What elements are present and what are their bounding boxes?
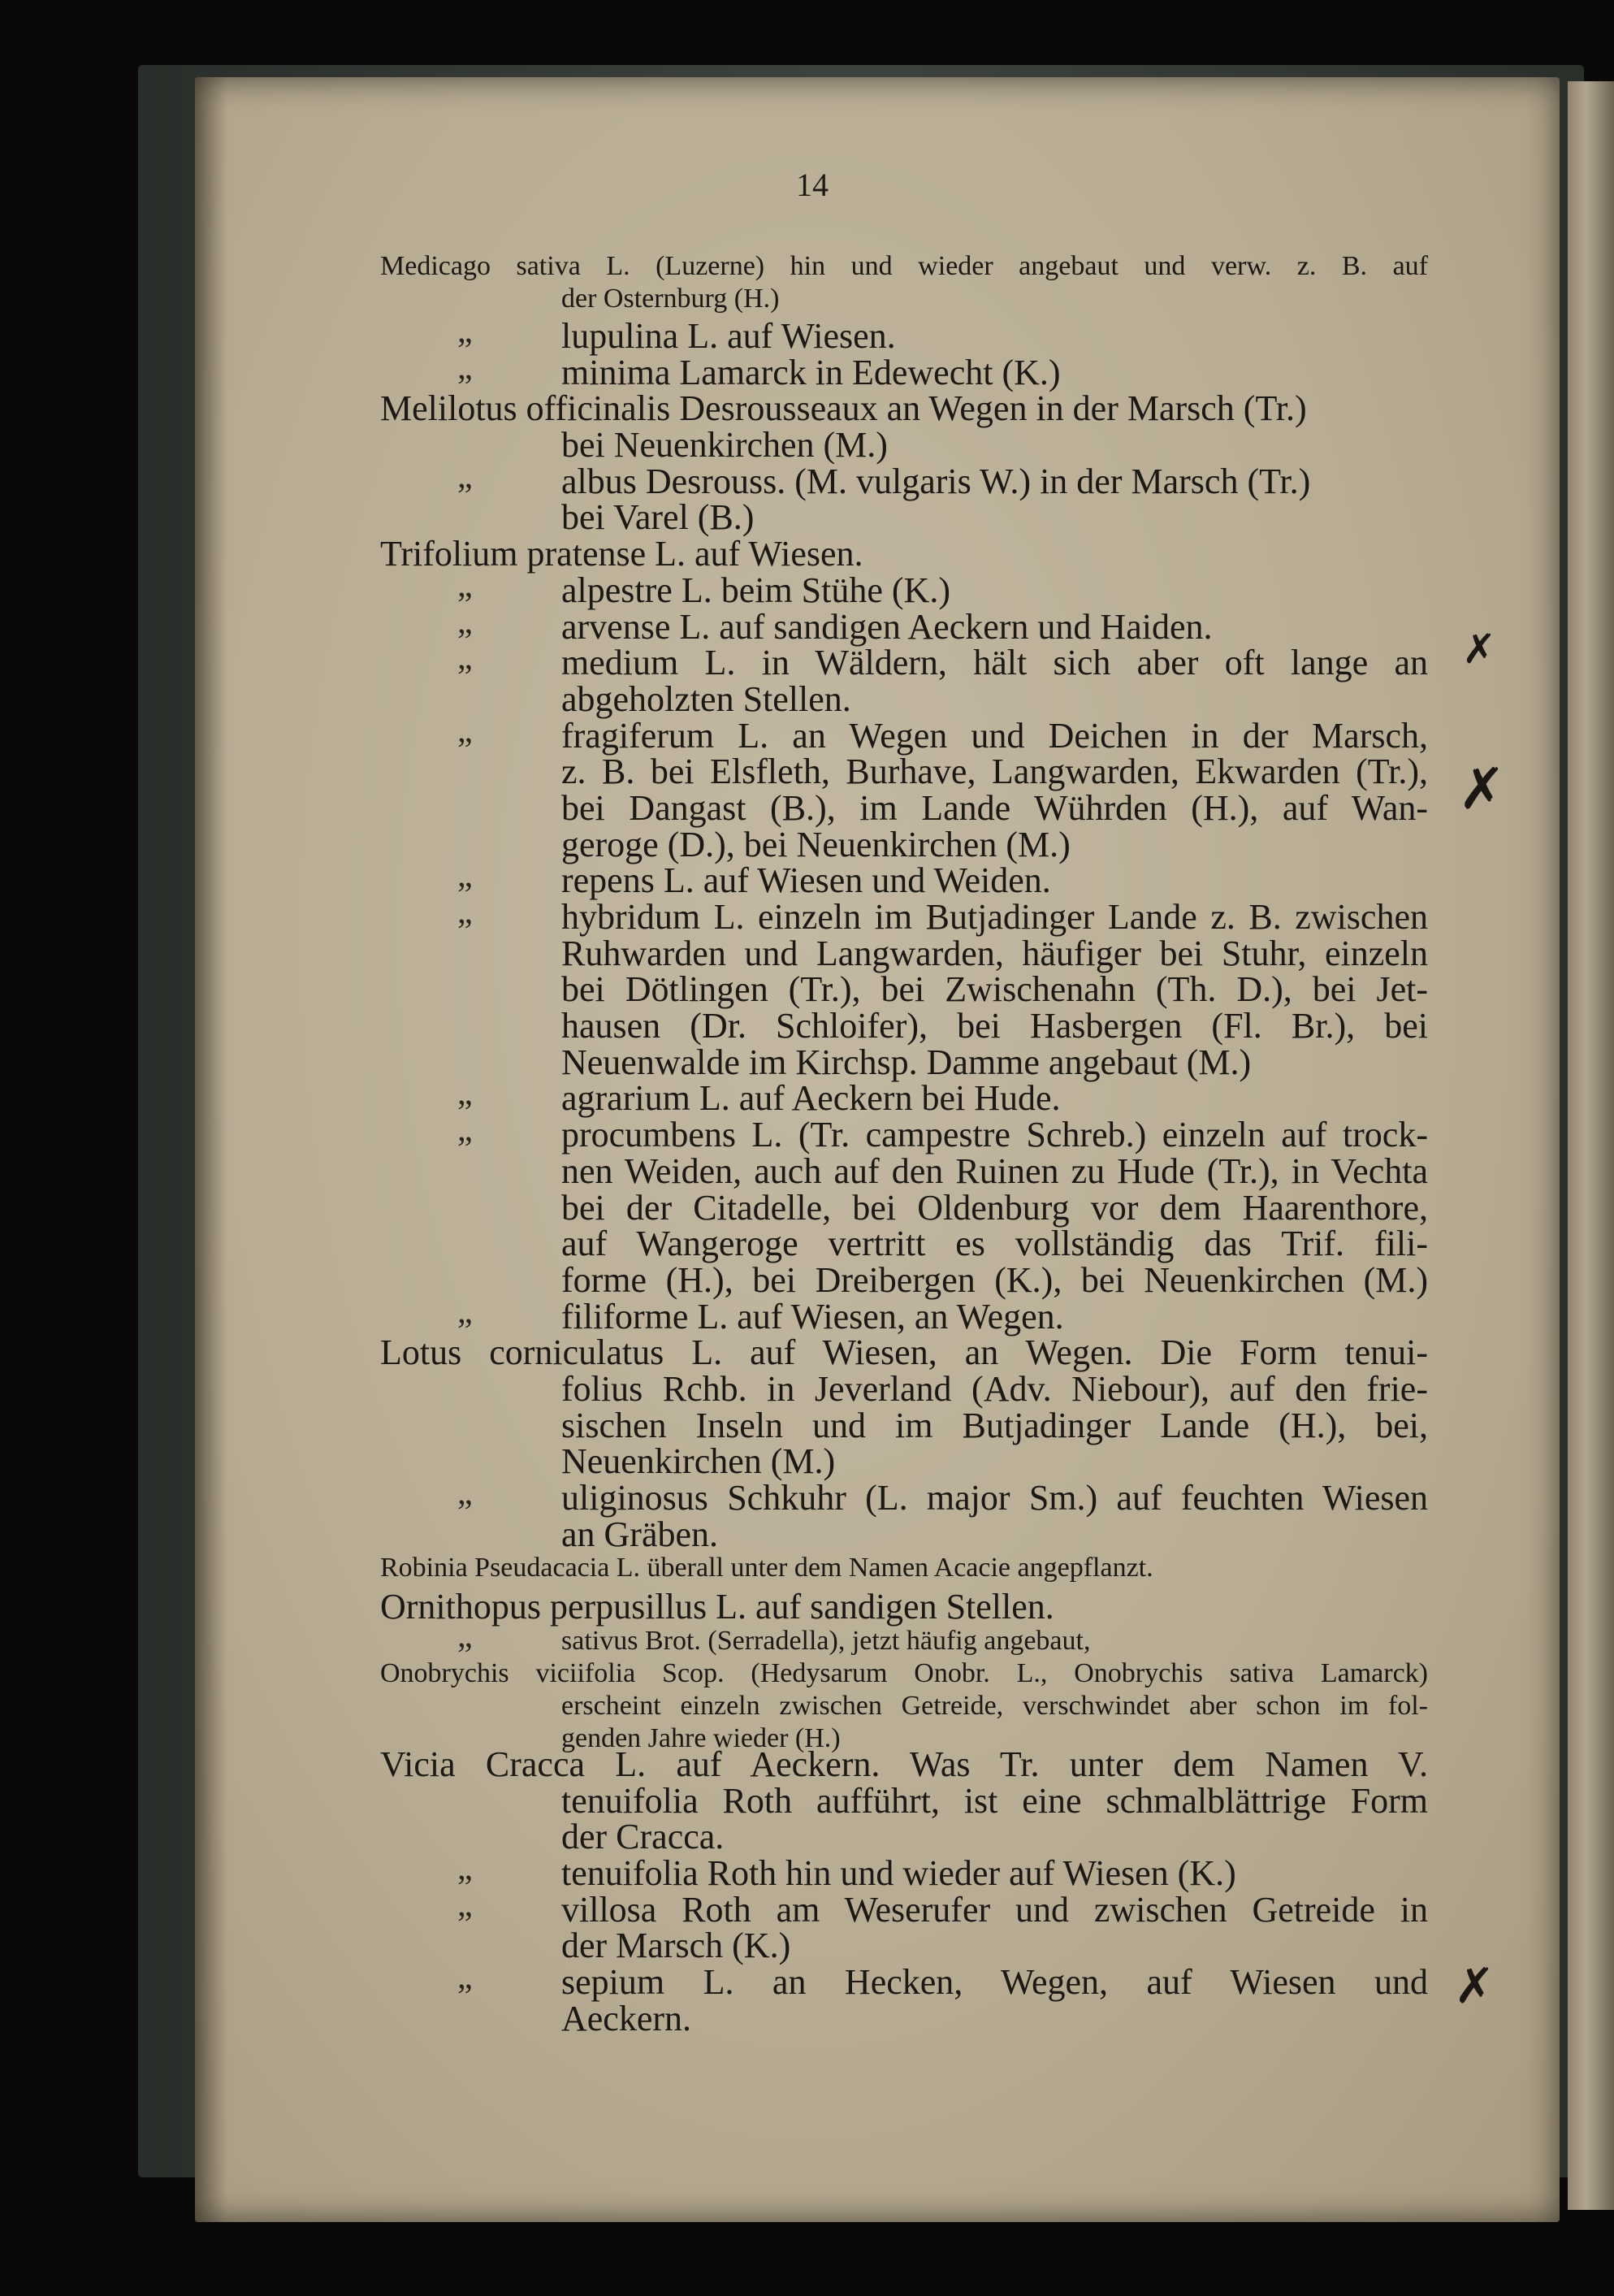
text-line: erscheint einzeln zwischen Getreide, verschwindet aber schon im fol- (561, 1691, 1428, 1721)
text-line: „ albus Desrouss. (M. vulgaris W.) in der Marsch (Tr.) (380, 464, 1428, 500)
text-line: forme (H.), bei Dreibergen (K.), bei Neuenkirchen (M.) (561, 1259, 1428, 1300)
text-line: „ procumbens L. (Tr. campestre Schreb.) einzeln auf trock- (380, 1117, 1428, 1154)
text-line: „ uliginosus Schkuhr (L. major Sm.) auf feuchten Wiesen (380, 1480, 1428, 1517)
text-line: der Cracca. (561, 1817, 725, 1857)
text-line: „ sativus Brot. (Serradella), jetzt häufig angebaut, (380, 1625, 1428, 1657)
margin-cross-mark-icon: ✗ (1462, 626, 1496, 673)
text-line: geroge (D.), bei Neuenkirchen (M.) (561, 824, 1071, 864)
text-line: Trifolium pratense L. auf Wiesen. (380, 534, 863, 574)
text-line: „ hybridum L. einzeln im Butjadinger Lande z. B. zwischen (380, 899, 1428, 936)
page-number: 14 (796, 167, 829, 203)
text-line: Onobrychis viciifolia Scop. (Hedysarum Onobr. L., Onobrychis sativa Lamarck) (380, 1658, 1428, 1688)
text-line: Ornithopus perpusillus L. auf sandigen Stellen. (380, 1587, 1054, 1627)
text-line: Medicago sativa L. (Luzerne) hin und wieder angebaut und verw. z. B. auf (380, 251, 1428, 281)
text-line: „ fragiferum L. an Wegen und Deichen in der Marsch, (380, 718, 1428, 755)
text-line: „ agrarium L. auf Aeckern bei Hude. (380, 1081, 1428, 1117)
text-line: nen Weiden, auch auf den Ruinen zu Hude (Tr.), in Vechta (561, 1150, 1428, 1191)
text-line: bei der Citadelle, bei Oldenburg vor dem Haarenthore, (561, 1187, 1428, 1228)
text-block-robinia (380, 1552, 1428, 1584)
text-line: Neuenwalde im Kirchsp. Damme angebaut (M.) (561, 1042, 1252, 1082)
text-line: der Marsch (K.) (561, 1926, 791, 1966)
margin-cross-mark-icon: ✗ (1458, 756, 1506, 822)
text-block-medicago (380, 250, 1428, 314)
text-line: bei Neuenkirchen (M.) (561, 425, 888, 466)
text-line: Aeckern. (561, 1998, 692, 2038)
text-line: bei Varel (B.) (561, 497, 755, 538)
text-line: Robinia Pseudacacia L. überall unter dem Namen Acacie angepflanzt. (380, 1553, 1153, 1583)
text-line: „ alpestre L. beim Stühe (K.) (380, 573, 1428, 609)
text-line: Vicia Cracca L. auf Aeckern. Was Tr. unter dem Namen V. (380, 1744, 1428, 1784)
text-line: abgeholzten Stellen. (561, 678, 851, 719)
text-line: der Osternburg (H.) (561, 284, 780, 314)
text-line: Melilotus officinalis Desrousseaux an Wegen in der Marsch (Tr.) (380, 388, 1307, 429)
text-line: „ minima Lamarck in Edewecht (K.) (380, 355, 1428, 392)
text-line: an Gräben. (561, 1514, 719, 1554)
text-line: „ sepium L. an Hecken, Wegen, auf Wiesen und (380, 1965, 1428, 2001)
text-line: auf Wangeroge vertritt es vollständig das Trif. fili- (561, 1224, 1428, 1264)
text-block-onobrychis (380, 1625, 1428, 1753)
text-line: „ lupulina L. auf Wiesen. (380, 318, 1428, 355)
page-fore-edge (1568, 81, 1614, 2210)
text-line: „ villosa Roth am Weserufer und zwischen Getreide in (380, 1892, 1428, 1929)
text-line: bei Dötlingen (Tr.), bei Zwischenahn (Th. D.), bei Jet- (561, 969, 1428, 1010)
text-line: z. B. bei Elsfleth, Burhave, Langwarden, Ekwarden (Tr.), (561, 752, 1428, 792)
text-line: hausen (Dr. Schloifer), bei Hasbergen (Fl. Br.), bei (561, 1006, 1428, 1046)
text-line: „ tenuifolia Roth hin und wieder auf Wiesen (K.) (380, 1856, 1428, 1892)
margin-cross-mark-icon: ✗ (1454, 1958, 1495, 2015)
text-line: Ruhwarden und Langwarden, häufiger bei Stuhr, einzeln (561, 933, 1428, 973)
text-line: „ repens L. auf Wiesen und Weiden. (380, 863, 1428, 899)
text-block-main (380, 318, 1428, 1553)
text-line: „ medium L. in Wäldern, hält sich aber oft lange an (380, 645, 1428, 682)
text-line: „ filiforme L. auf Wiesen, an Wegen. (380, 1299, 1428, 1336)
text-line: genden Jahre wieder (H.) (561, 1723, 841, 1753)
text-line: bei Dangast (B.), im Lande Wührden (H.), auf Wan- (561, 787, 1428, 828)
text-line: sischen Inseln und im Butjadinger Lande (H.), bei, (561, 1405, 1428, 1445)
text-line: „ arvense L. auf sandigen Aeckern und Haiden. (380, 609, 1428, 646)
text-line: folius Rchb. in Jeverland (Adv. Niebour), auf den frie- (561, 1368, 1428, 1409)
text-line: Neuenkirchen (M.) (561, 1441, 836, 1482)
text-line: Lotus corniculatus L. auf Wiesen, an Wegen. Die Form tenui- (380, 1332, 1428, 1373)
text-block-ornithopus (380, 1589, 1428, 1626)
text-block-vicia (380, 1744, 1428, 2038)
text-line: tenuifolia Roth aufführt, ist eine schmalblättrige Form (561, 1780, 1428, 1821)
